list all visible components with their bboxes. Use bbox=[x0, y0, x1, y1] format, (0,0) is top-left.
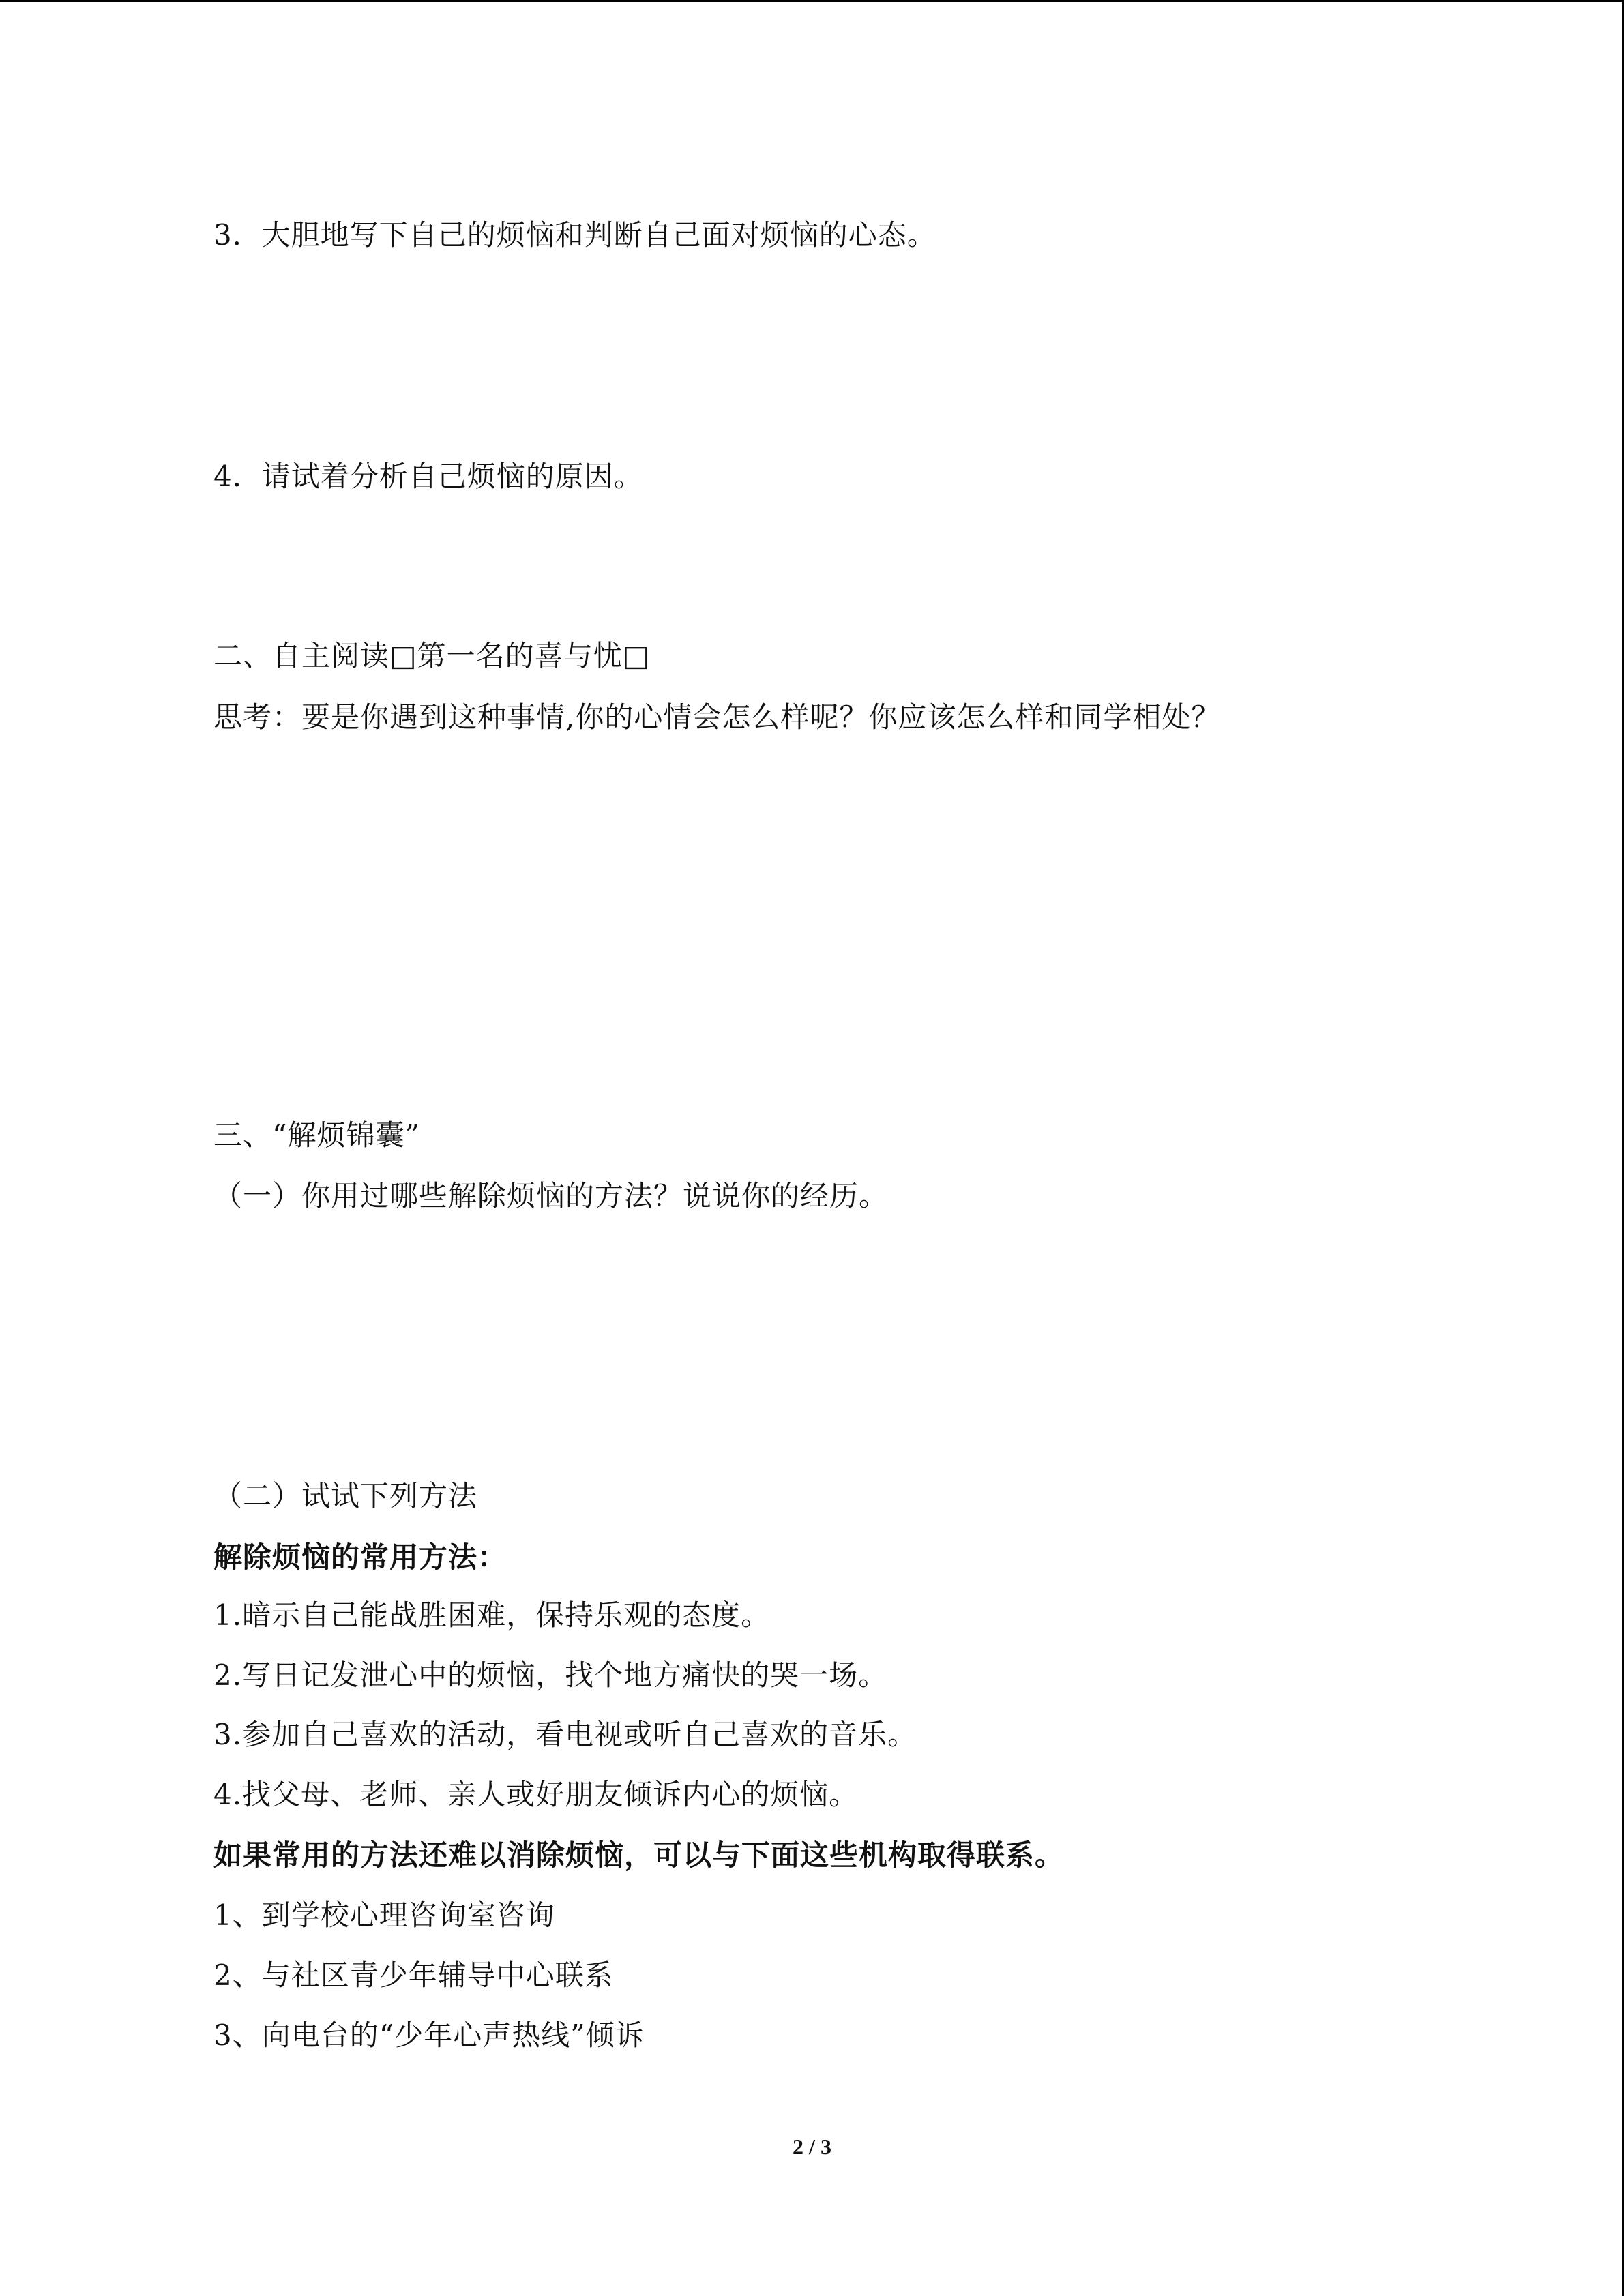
method-item: 4.找父母、老师、亲人或好朋友倾诉内心的烦恼。 bbox=[213, 1778, 859, 1811]
question-4: 4．请试着分析自己烦恼的原因。 bbox=[213, 460, 643, 493]
question-3: 3．大胆地写下自己的烦恼和判断自己面对烦恼的心态。 bbox=[213, 218, 936, 252]
contact-item: 1、到学校心理咨询室咨询 bbox=[213, 1898, 555, 1932]
page-number: 2 / 3 bbox=[793, 2134, 831, 2159]
section-3-sub1: （一）你用过哪些解除烦恼的方法？说说你的经历。 bbox=[213, 1179, 889, 1212]
method-item: 2.写日记发泄心中的烦恼，找个地方痛快的哭一场。 bbox=[213, 1658, 888, 1692]
contact-item: 2、与社区青少年辅导中心联系 bbox=[213, 1958, 614, 1992]
contact-item: 3、向电台的“少年心声热线”倾诉 bbox=[213, 2018, 645, 2052]
contact-title: 如果常用的方法还难以消除烦恼，可以与下面这些机构取得联系。 bbox=[213, 1838, 1065, 1872]
methods-title: 解除烦恼的常用方法： bbox=[213, 1540, 507, 1574]
method-item: 1.暗示自己能战胜困难，保持乐观的态度。 bbox=[213, 1598, 771, 1632]
section-2-heading: 二、自主阅读□第一名的喜与忧□ bbox=[213, 639, 651, 672]
section-3-sub2: （二）试试下列方法 bbox=[213, 1479, 478, 1512]
section-2-think-prompt: 思考：要是你遇到这种事情,你的心情会怎么样呢？你应该怎么样和同学相处？ bbox=[213, 700, 1221, 734]
section-3-heading: 三、“解烦锦囊” bbox=[213, 1118, 420, 1152]
method-item: 3.参加自己喜欢的活动，看电视或听自己喜欢的音乐。 bbox=[213, 1718, 917, 1751]
